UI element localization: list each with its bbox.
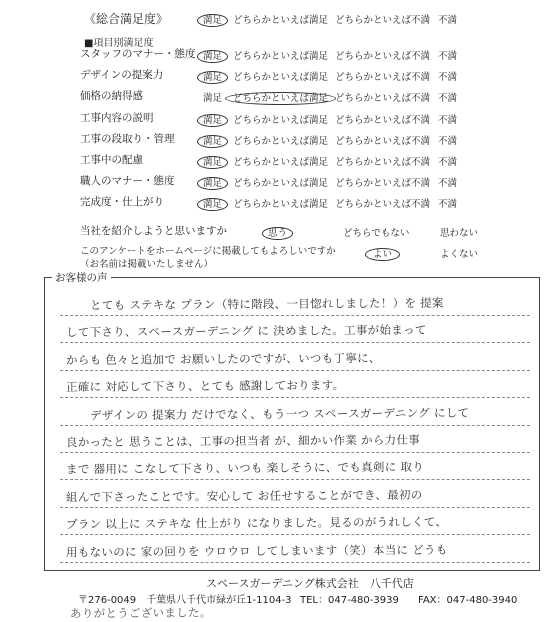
items-heading: ■項目別満足度 bbox=[84, 38, 154, 49]
publish-option-ok[interactable] bbox=[373, 246, 400, 260]
item-option-somewhat-dissatisfied[interactable]: どちらかといえば不満 bbox=[335, 178, 431, 189]
writing-rule bbox=[60, 370, 530, 371]
item-option-somewhat-satisfied[interactable]: どちらかといえば満足 bbox=[233, 51, 329, 62]
voice-line: プラン 以上に ステキな 仕上がり になりました。見るのがうれしくて、 bbox=[65, 514, 448, 532]
item-option-dissatisfied[interactable]: 不満 bbox=[438, 157, 458, 168]
item-option-satisfied[interactable] bbox=[203, 133, 228, 147]
writing-rule bbox=[60, 507, 530, 508]
item-label: デザインの提案力 bbox=[80, 69, 164, 81]
introduce-question: 当社を紹介しようと思いますか bbox=[80, 225, 227, 237]
introduce-option-neutral[interactable]: どちらでもない bbox=[343, 228, 410, 239]
item-label: 完成度・仕上がり bbox=[80, 196, 164, 208]
circle-mark: 満足 bbox=[197, 198, 228, 211]
writing-rule bbox=[60, 452, 530, 453]
circle-mark: どちらかといえば満足 bbox=[225, 92, 336, 105]
overall-label: 《総合満足度》 bbox=[84, 12, 169, 26]
overall-option-somewhat-dissatisfied[interactable]: どちらかといえば不満 bbox=[335, 15, 431, 26]
circle-mark: 満足 bbox=[197, 177, 228, 190]
item-option-satisfied[interactable] bbox=[203, 196, 228, 210]
item-option-somewhat-dissatisfied[interactable]: どちらかといえば不満 bbox=[335, 157, 431, 168]
item-option-somewhat-dissatisfied[interactable]: どちらかといえば不満 bbox=[335, 136, 431, 147]
item-option-dissatisfied[interactable]: 不満 bbox=[438, 115, 458, 126]
item-option-satisfied[interactable] bbox=[203, 48, 228, 62]
customer-voice-title: お客様の声 bbox=[52, 270, 111, 285]
voice-line: 組んで下さったことです。安心して お任せすることができ、最初の bbox=[65, 487, 423, 505]
voice-line: 用もないのに 家の回りを ウロウロ してしまいます（笑）本当に どうも bbox=[65, 542, 448, 560]
introduce-option-no[interactable]: 思わない bbox=[440, 228, 479, 239]
voice-line: デザインの 提案力 だけでなく、もう一つ スペースガーデニング にして bbox=[89, 405, 470, 423]
item-option-somewhat-dissatisfied[interactable]: どちらかといえば不満 bbox=[335, 93, 431, 104]
handwritten-overflow-line: ありがとうございました。 bbox=[69, 605, 212, 621]
item-label: 工事内容の説明 bbox=[80, 112, 154, 124]
publish-note: （お名前は掲載いたしません） bbox=[80, 259, 214, 270]
item-option-somewhat-satisfied[interactable]: どちらかといえば満足 bbox=[233, 72, 329, 83]
circle-mark: 満足 bbox=[197, 114, 228, 127]
voice-line: とても ステキな プラン（特に階段、一目惚れしました！）を 提案 bbox=[89, 295, 444, 313]
item-option-somewhat-dissatisfied[interactable]: どちらかといえば不満 bbox=[335, 51, 431, 62]
overall-option-somewhat-satisfied[interactable]: どちらかといえば満足 bbox=[233, 15, 329, 26]
voice-line: まで 器用に こなして下さり、いつも 楽しそうに、でも真剣に 取り bbox=[65, 459, 425, 477]
item-option-somewhat-satisfied[interactable]: どちらかといえば満足 bbox=[233, 178, 329, 189]
item-option-dissatisfied[interactable]: 不満 bbox=[438, 93, 458, 104]
item-option-satisfied[interactable]: 満足 bbox=[203, 93, 223, 104]
item-option-somewhat-dissatisfied[interactable]: どちらかといえば不満 bbox=[335, 115, 431, 126]
company-name: スペースガーデニング株式会社 八千代店 bbox=[206, 577, 414, 590]
item-option-satisfied[interactable] bbox=[203, 175, 228, 189]
item-option-dissatisfied[interactable]: 不満 bbox=[438, 136, 458, 147]
writing-rule bbox=[60, 315, 530, 316]
item-option-somewhat-satisfied[interactable]: どちらかといえば満足 bbox=[233, 199, 329, 210]
voice-line: 良かったと 思うことは、工事の担当者 が、細かい作業 から力仕事 bbox=[65, 432, 421, 450]
item-option-somewhat-satisfied[interactable] bbox=[233, 90, 336, 104]
item-option-satisfied[interactable] bbox=[203, 69, 228, 83]
item-label: 工事の段取り・管理 bbox=[80, 133, 175, 145]
publish-option-not-ok[interactable]: よくない bbox=[440, 249, 479, 260]
item-label: 工事中の配慮 bbox=[80, 154, 143, 166]
item-option-dissatisfied[interactable]: 不満 bbox=[438, 178, 458, 189]
item-label: スタッフのマナー・態度 bbox=[80, 48, 196, 60]
circle-mark: よい bbox=[365, 248, 400, 261]
writing-rule bbox=[60, 534, 530, 535]
item-option-somewhat-dissatisfied[interactable]: どちらかといえば不満 bbox=[335, 72, 431, 83]
circle-mark: 思う bbox=[262, 227, 293, 240]
voice-line: して下さり、スペースガーデニング に 決めました。工事が始まって bbox=[65, 322, 427, 340]
circle-mark: 満足 bbox=[197, 71, 228, 84]
circle-mark: 満足 bbox=[197, 50, 228, 63]
overall-option-dissatisfied[interactable]: 不満 bbox=[438, 15, 458, 26]
introduce-option-yes[interactable] bbox=[268, 225, 293, 239]
item-option-somewhat-satisfied[interactable]: どちらかといえば満足 bbox=[233, 136, 329, 147]
item-label: 職人のマナー・態度 bbox=[80, 175, 175, 187]
circle-mark: 満足 bbox=[197, 14, 228, 27]
voice-line: からも 色々と追加で お願いしたのですが、いつも丁寧に、 bbox=[65, 350, 381, 368]
company-address: 〒276-0049 千葉県八千代市緑が丘1-1104-3 bbox=[78, 595, 292, 606]
item-option-somewhat-satisfied[interactable]: どちらかといえば満足 bbox=[233, 115, 329, 126]
circle-mark: 満足 bbox=[197, 135, 228, 148]
item-label: 価格の納得感 bbox=[80, 90, 143, 102]
item-option-satisfied[interactable] bbox=[203, 112, 228, 126]
item-option-somewhat-dissatisfied[interactable]: どちらかといえば不満 bbox=[335, 199, 431, 210]
item-option-dissatisfied[interactable]: 不満 bbox=[438, 199, 458, 210]
item-option-dissatisfied[interactable]: 不満 bbox=[438, 72, 458, 83]
item-option-satisfied[interactable] bbox=[203, 154, 228, 168]
writing-rule bbox=[60, 397, 530, 398]
publish-question: このアンケートをホームページに掲載してもよろしいですか bbox=[80, 246, 336, 257]
voice-line: 正確に 対応して下さり、とても 感謝しております。 bbox=[65, 378, 345, 394]
writing-rule bbox=[60, 479, 530, 480]
writing-rule bbox=[60, 425, 530, 426]
overall-option-satisfied[interactable] bbox=[203, 12, 228, 26]
item-option-somewhat-satisfied[interactable]: どちらかといえば満足 bbox=[233, 157, 329, 168]
item-option-dissatisfied[interactable]: 不満 bbox=[438, 51, 458, 62]
circle-mark: 満足 bbox=[197, 156, 228, 169]
writing-rule bbox=[60, 562, 530, 563]
company-tel: TEL：047-480-3939 bbox=[300, 595, 399, 606]
company-fax: FAX：047-480-3940 bbox=[418, 595, 518, 606]
writing-rule bbox=[60, 342, 530, 343]
